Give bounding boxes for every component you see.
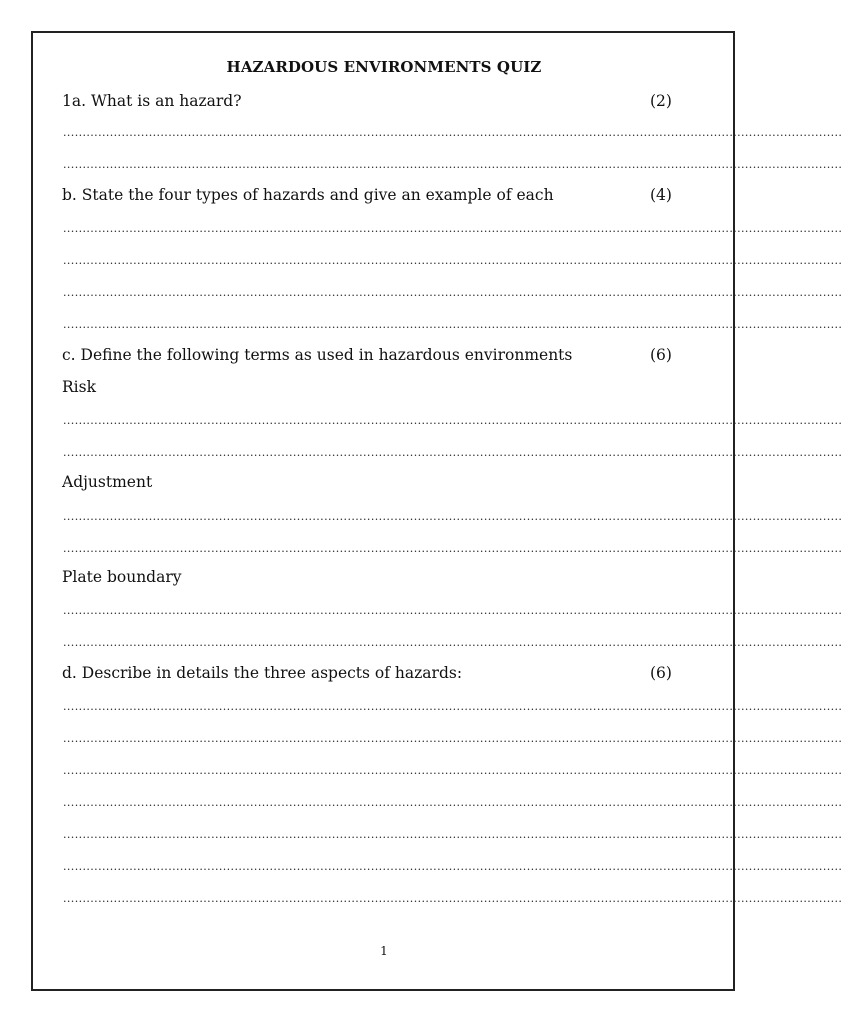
question-1b: b. State the four types of hazards and give an example of each bbox=[62, 186, 554, 204]
answer-line[interactable]: ........................................................................................................................................................................................................ bbox=[63, 636, 842, 649]
answer-line[interactable]: ........................................................................................................................................................................................................ bbox=[63, 286, 842, 299]
answer-line[interactable]: ........................................................................................................................................................................................................ bbox=[63, 892, 842, 905]
answer-line[interactable]: ........................................................................................................................................................................................................ bbox=[63, 828, 842, 841]
question-1d-marks: (6) bbox=[650, 664, 672, 682]
question-1c: c. Define the following terms as used in hazardous environments bbox=[62, 346, 573, 364]
answer-line[interactable]: ........................................................................................................................................................................................................ bbox=[63, 604, 842, 617]
answer-line[interactable]: ........................................................................................................................................................................................................ bbox=[63, 764, 842, 777]
question-1b-marks: (4) bbox=[650, 186, 672, 204]
answer-line[interactable]: ........................................................................................................................................................................................................ bbox=[63, 860, 842, 873]
term-risk: Risk bbox=[62, 378, 96, 396]
answer-line[interactable]: ........................................................................................................................................................................................................ bbox=[63, 222, 842, 235]
answer-line[interactable]: ........................................................................................................................................................................................................ bbox=[63, 510, 842, 523]
question-1c-marks: (6) bbox=[650, 346, 672, 364]
question-1a-marks: (2) bbox=[650, 92, 672, 110]
term-adjustment: Adjustment bbox=[62, 473, 153, 491]
page-number: 1 bbox=[380, 944, 388, 958]
answer-line[interactable]: ........................................................................................................................................................................................................ bbox=[63, 126, 842, 139]
term-plate-boundary: Plate boundary bbox=[62, 568, 182, 586]
question-1d: d. Describe in details the three aspects of hazards: bbox=[62, 664, 463, 682]
answer-line[interactable]: ........................................................................................................................................................................................................ bbox=[63, 732, 842, 745]
answer-line[interactable]: ........................................................................................................................................................................................................ bbox=[63, 414, 842, 427]
answer-line[interactable]: ........................................................................................................................................................................................................ bbox=[63, 446, 842, 459]
quiz-title: HAZARDOUS ENVIRONMENTS QUIZ bbox=[226, 58, 542, 76]
answer-line[interactable]: ........................................................................................................................................................................................................ bbox=[63, 796, 842, 809]
question-1a: 1a. What is an hazard? bbox=[62, 92, 242, 110]
answer-line[interactable]: ........................................................................................................................................................................................................ bbox=[63, 158, 842, 171]
answer-line[interactable]: ........................................................................................................................................................................................................ bbox=[63, 318, 842, 331]
answer-line[interactable]: ........................................................................................................................................................................................................ bbox=[63, 542, 842, 555]
answer-line[interactable]: ........................................................................................................................................................................................................ bbox=[63, 700, 842, 713]
answer-line[interactable]: ........................................................................................................................................................................................................ bbox=[63, 254, 842, 267]
